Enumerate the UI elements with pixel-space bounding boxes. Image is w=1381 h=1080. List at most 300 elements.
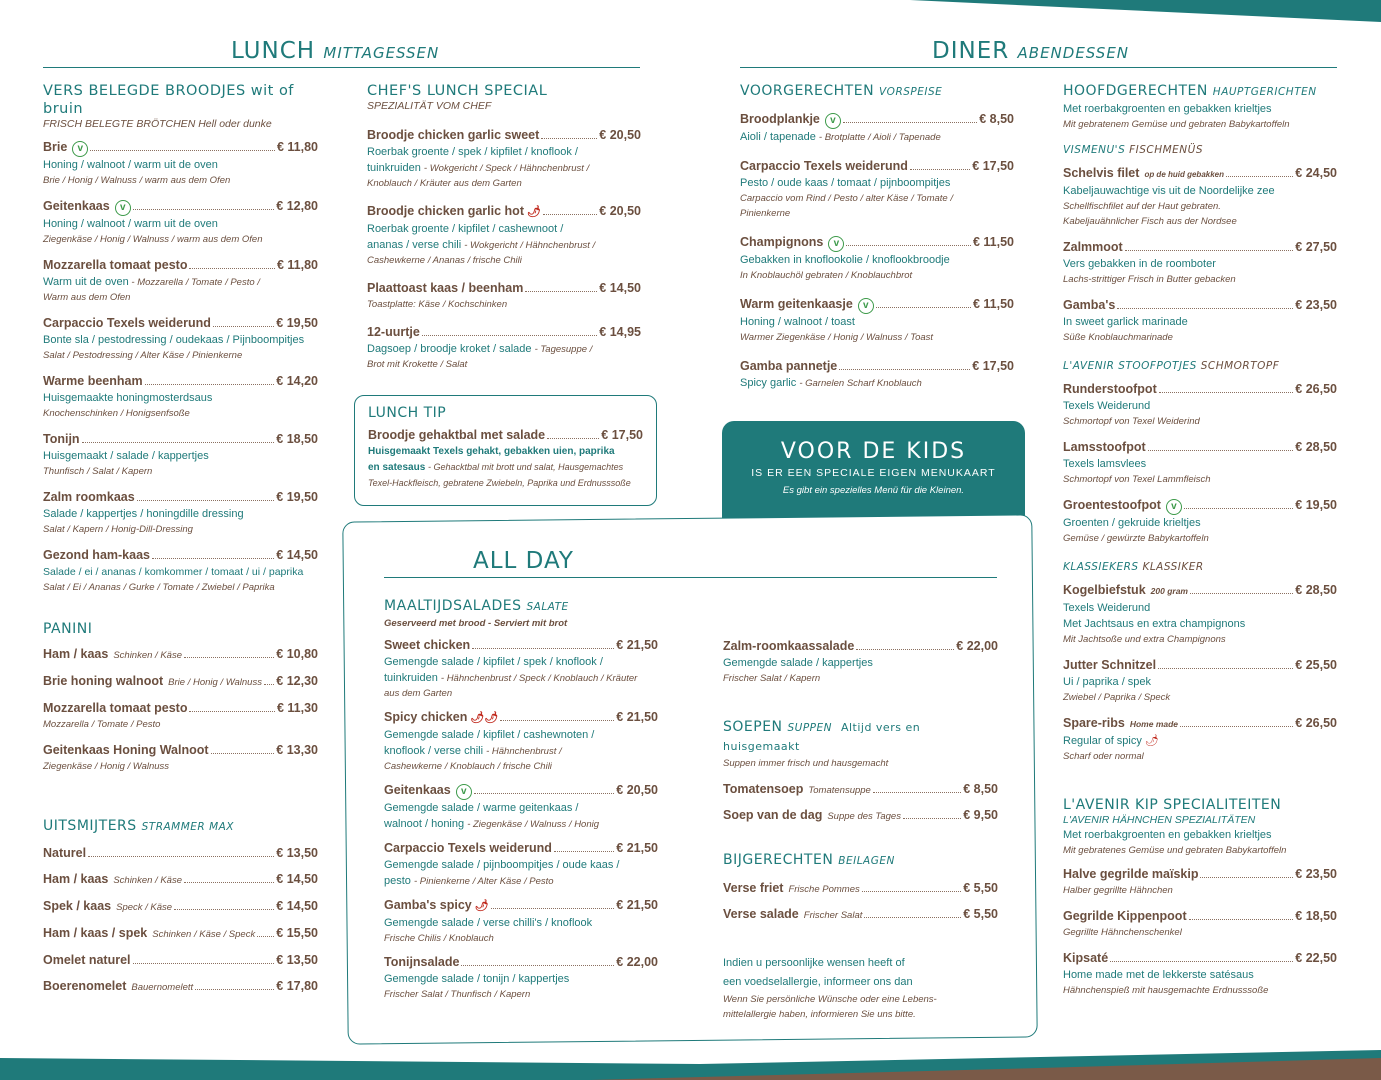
item-desc-de: - Hähnchenbrust / — [486, 746, 562, 757]
item-price: € 17,50 — [972, 159, 1014, 173]
broodjes-title: VERS BELEGDE BROODJES wit of bruin — [43, 83, 294, 117]
item-desc-de: Cashewkerne / Knoblauch / frische Chili — [384, 761, 552, 772]
menu-item — [43, 139, 318, 188]
item-price: € 8,50 — [979, 112, 1014, 126]
item-price: € 19,50 — [276, 490, 318, 504]
menu-item — [367, 203, 641, 268]
item-desc-nl: Groenten / gekruide krieltjes — [1063, 517, 1201, 529]
item-price: € 23,50 — [1295, 867, 1337, 881]
lunch-header — [43, 38, 640, 68]
vegetarian-icon: v — [456, 784, 472, 800]
item-price: € 15,50 — [276, 926, 318, 940]
menu-item — [723, 807, 998, 825]
item-desc-de: - Brotplatte / Aioli / Tapenade — [818, 132, 941, 143]
item-name: Jutter Schnitzel — [1063, 658, 1157, 672]
item-desc-de: - Mozzarella / Tomate / Pesto / — [128, 277, 260, 288]
item-desc-de: Pinienkerne — [740, 208, 791, 219]
item-desc-nl: Gemengde salade / pijnboompitjes / oude kaas / — [384, 859, 620, 871]
menu-item — [1063, 497, 1337, 546]
menu-item — [1063, 381, 1337, 429]
item-name: Broodje gehaktbal met salade — [368, 428, 546, 442]
item-name: Verse salade — [723, 907, 799, 921]
stoof-subtitle: SCHMORTOPF — [1200, 360, 1280, 372]
item-desc-de: Knoblauch / Kräuter aus dem Garten — [367, 178, 522, 189]
item-desc-nl: Met Jachtsaus en extra champignons — [1063, 618, 1246, 630]
menu-item — [43, 673, 318, 691]
allergy-note — [723, 954, 998, 1022]
item-name: Mozzarella tomaat pesto — [43, 258, 188, 272]
item-desc-nl: walnoot / honing — [384, 818, 465, 830]
item-price: € 17,80 — [276, 979, 318, 993]
item-name: Brie — [43, 140, 68, 154]
kip-subtitle: L'AVENIR HÄHNCHEN SPEZIALITÄTEN — [1063, 814, 1256, 826]
item-desc-nl: In sweet garlick marinade — [1063, 316, 1188, 328]
soepen-subtitle: SUPPEN — [787, 722, 832, 734]
item-desc-de: Schmortopf von Texel Lammfleisch — [1063, 474, 1211, 485]
item-desc-de: In Knoblauchöl gebraten / Knoblauchbrot — [740, 270, 913, 281]
item-desc-de: - Pinienkerne / Alter Käse / Pesto — [413, 876, 554, 887]
diner-header — [740, 38, 1337, 68]
menu-item — [723, 906, 998, 924]
panini-section — [43, 620, 318, 784]
menu-item — [43, 373, 318, 421]
menu-item — [43, 898, 318, 916]
item-desc-nl: en satesaus — [368, 462, 426, 473]
item-desc-nl: Warm uit de oven — [43, 276, 129, 288]
item-desc-nl: Honing / walnoot / warm uit de oven — [43, 218, 218, 230]
item-desc-de: Schmortopf von Texel Weiderind — [1063, 416, 1200, 427]
menu-item — [367, 127, 641, 191]
item-name: Spek / kaas — [43, 899, 112, 913]
salades-note-de: Serviert mit brot — [493, 618, 568, 629]
top-right-stripe — [910, 0, 1381, 22]
item-name: Zalmmoot — [1063, 240, 1123, 254]
menu-item — [1063, 657, 1337, 705]
item-name: Sweet chicken — [384, 638, 471, 652]
kids-title: VOOR DE KIDS — [780, 439, 967, 464]
item-desc-nl: pesto — [384, 875, 411, 887]
item-desc-de: Lachs-strittiger Frisch in Butter gebacken — [1063, 274, 1236, 285]
item-price: € 19,50 — [276, 316, 318, 330]
item-price: € 21,50 — [616, 638, 658, 652]
item-desc-nl: Aioli / tapenade — [740, 131, 816, 143]
menu-item — [723, 880, 998, 898]
item-desc-de: - Tagesuppe / — [534, 344, 593, 355]
item-desc-de: Brie / Honig / Walnuss — [168, 677, 262, 688]
item-desc-nl: Gemengde salade / kipfilet / cashewnoten / — [384, 729, 595, 741]
menu-item — [367, 324, 641, 372]
item-desc-de: Zwiebel / Paprika / Speck — [1063, 692, 1171, 703]
item-price: € 22,00 — [616, 955, 658, 969]
item-desc-nl: ananas / verse chili — [367, 239, 462, 251]
item-name: Geitenkaas — [43, 199, 110, 213]
vis-subtitle: FISCHMENÜS — [1129, 144, 1204, 156]
item-name: Brie honing walnoot — [43, 674, 164, 688]
all-day-header — [384, 548, 997, 578]
item-name: Warme beenham — [43, 374, 143, 388]
chefs-section — [367, 82, 641, 382]
chefs-title: CHEF'S LUNCH SPECIAL — [367, 83, 548, 99]
item-name: Warm geitenkaasje — [740, 297, 853, 311]
bijgerechten-title: BIJGERECHTEN — [723, 852, 834, 868]
menu-item — [384, 954, 658, 1002]
item-desc-nl: Huisgemaakte honingmosterdsaus — [43, 392, 213, 404]
item-name: Kipsaté — [1063, 951, 1109, 965]
item-name: Tonijnsalade — [384, 955, 460, 969]
uitsmijters-subtitle: STRAMMER MAX — [141, 821, 235, 833]
allergy-note-de: Wenn Sie persönliche Wünsche oder eine Lebens- — [723, 994, 937, 1005]
vis-title: VISMENU'S — [1063, 144, 1126, 156]
item-desc-nl: Gemengde salade / tonijn / kappertjes — [384, 973, 570, 985]
kids-subtitle: IS ER EEN SPECIALE EIGEN MENUKAART — [751, 467, 996, 479]
broodjes-subtitle: FRISCH BELEGTE BRÖTCHEN Hell oder dunke — [43, 118, 272, 130]
item-name: Mozzarella tomaat pesto — [43, 701, 188, 715]
item-name: Runderstoofpot — [1063, 382, 1157, 396]
item-desc-nl: Texels Weiderund — [1063, 400, 1151, 412]
menu-item — [740, 111, 1014, 145]
item-name: Zalm roomkaas — [43, 490, 135, 504]
menu-item — [1063, 582, 1337, 647]
item-price: € 21,50 — [616, 898, 658, 912]
vegetarian-icon: v — [828, 236, 844, 252]
lunch-tip-box — [354, 395, 657, 506]
hoofdgerechten-section — [1063, 82, 1337, 774]
hoofdgerechten-subtitle: HAUPTGERICHTEN — [1212, 86, 1317, 98]
item-desc-nl: Gemengde salade / verse chilli's / knoflook — [384, 917, 593, 929]
item-name: Soep van de dag — [723, 808, 823, 822]
item-desc-de: - Garnelen Scharf Knoblauch — [799, 378, 922, 389]
menu-item — [740, 358, 1014, 391]
item-desc-de: Schinken / Käse / Speck — [152, 929, 256, 940]
item-desc-de: - Wokgericht / Hähnchenbrust / — [464, 240, 596, 251]
hoofdgerechten-title: HOOFDGERECHTEN — [1063, 83, 1208, 99]
item-desc-de: Frischer Salat / Kapern — [723, 673, 821, 684]
item-name: Zalm-roomkaassalade — [723, 639, 855, 653]
item-name: Broodje chicken garlic sweet — [367, 128, 540, 142]
item-name: Spicy chicken — [384, 710, 468, 724]
item-desc-nl: Gemengde salade / kipfilet / spek / knoflook / — [384, 656, 603, 668]
item-name: Groentestoofpot — [1063, 498, 1161, 512]
hoofdgerechten-note-nl: Met roerbakgroenten en gebakken krieltjes — [1063, 103, 1272, 115]
item-desc-nl: Roerbak groente / spek / kipfilet / knoflook / — [367, 146, 578, 158]
item-price: € 12,30 — [276, 674, 318, 688]
kids-desc-de: Es gibt ein spezielles Menü für die Kleinen. — [782, 485, 965, 496]
chefs-subtitle: SPEZIALITÄT VOM CHEF — [367, 100, 492, 112]
item-name: Geitenkaas — [384, 783, 451, 797]
item-price: € 14,50 — [276, 872, 318, 886]
item-name: Ham / kaas / spek — [43, 926, 148, 940]
voorgerechten-section — [740, 82, 1014, 401]
salades-title: MAALTIJDSALADES — [384, 598, 522, 614]
hoofdgerechten-note-de: Mit gebratenem Gemüse und gebraten Babykartoffeln — [1063, 119, 1290, 130]
item-desc-nl: Dagsoep / broodje kroket / salade — [367, 343, 532, 355]
item-price: € 20,50 — [599, 204, 641, 218]
item-price: € 5,50 — [963, 881, 998, 895]
menu-item — [384, 840, 658, 889]
item-desc-de: Tomatensuppe — [808, 785, 871, 796]
item-price: € 21,50 — [616, 841, 658, 855]
vegetarian-icon: v — [1166, 499, 1182, 515]
item-name: Verse friet — [723, 881, 784, 895]
menu-item — [367, 280, 641, 312]
item-price: € 19,50 — [1295, 498, 1337, 512]
item-desc-nl: Huisgemaakt Texels gehakt, gebakken uien, paprika — [368, 446, 615, 457]
item-desc-de: Schinken / Käse — [113, 875, 182, 886]
item-desc-nl: Honing / walnoot / warm uit de oven — [43, 159, 218, 171]
vegetarian-icon: v — [115, 200, 131, 216]
diner-title: DINER — [932, 38, 1010, 64]
item-desc-nl: Gemengde salade / warme geitenkaas / — [384, 802, 579, 814]
menu-item — [1063, 239, 1337, 287]
item-price: € 11,50 — [972, 297, 1014, 311]
kip-note-de: Mit gebratenes Gemüse und gebraten Babykartoffeln — [1063, 845, 1287, 856]
item-desc-de: Thunfisch / Salat / Kapern — [43, 466, 153, 477]
uitsmijters-title: UITSMIJTERS — [43, 818, 137, 834]
soepen-note-de: Suppen immer frisch und hausgemacht — [723, 758, 889, 769]
stoof-title: L'AVENIR STOOFPOTJES — [1063, 360, 1197, 372]
item-desc-de: Frische Chilis / Knoblauch — [384, 933, 494, 944]
menu-item — [384, 709, 658, 774]
item-tag: Home made — [1129, 719, 1179, 729]
menu-item — [723, 638, 998, 686]
item-name: Gamba's — [1063, 298, 1116, 312]
item-desc-nl: Huisgemaakt / salade / kappertjes — [43, 450, 209, 462]
item-desc-nl: Salade / kappertjes / honingdille dressing — [43, 508, 244, 520]
klassiek-title: KLASSIEKERS — [1063, 561, 1139, 573]
chili-icon: 🌶🌶 — [470, 712, 499, 724]
item-price: € 20,50 — [599, 128, 641, 142]
menu-item — [43, 198, 318, 247]
menu-item — [43, 925, 318, 943]
item-desc-de: Speck / Käse — [116, 902, 173, 913]
item-name: Halve gegrilde maïskip — [1063, 867, 1199, 881]
soepen-note-nl: Altijd vers en huisgemaakt — [723, 721, 921, 753]
menu-item — [723, 781, 998, 799]
item-desc-nl: tuinkruiden — [384, 672, 438, 684]
menu-item — [43, 700, 318, 732]
all-day-right-column — [723, 638, 998, 1022]
item-name: Naturel — [43, 846, 87, 860]
item-name: Lamsstoofpot — [1063, 440, 1146, 454]
item-desc-de: Gegrillte Hähnchenschenkel — [1063, 927, 1182, 938]
item-desc-de: Kabeljauähnlicher Fisch aus der Nordsee — [1063, 216, 1237, 227]
item-desc-de: Knochenschinken / Honigsenfsoße — [43, 408, 190, 419]
item-tag: op de huid gebakken — [1144, 170, 1225, 179]
item-desc-de: Schellfischfilet auf der Haut gebraten. — [1063, 201, 1221, 212]
item-desc-nl: Regular of spicy — [1063, 735, 1142, 747]
item-name: Gamba's spicy — [384, 898, 472, 912]
item-desc-de: Frische Pommes — [788, 884, 860, 895]
item-price: € 14,50 — [276, 899, 318, 913]
menu-item — [1063, 297, 1337, 345]
item-desc-de: Cashewkerne / Ananas / frische Chili — [367, 255, 522, 266]
item-desc-de: Süße Knoblauchmarinade — [1063, 332, 1173, 343]
voorgerechten-title: VOORGERECHTEN — [740, 83, 875, 99]
item-price: € 28,50 — [1295, 583, 1337, 597]
item-price: € 13,50 — [276, 953, 318, 967]
menu-item — [43, 742, 318, 774]
item-name: Broodplankje — [740, 112, 820, 126]
item-price: € 10,80 — [276, 647, 318, 661]
item-price: € 9,50 — [963, 808, 998, 822]
item-price: € 8,50 — [963, 782, 998, 796]
item-name: Gezond ham-kaas — [43, 548, 150, 562]
item-desc-de: Warm aus dem Ofen — [43, 292, 131, 303]
item-name: Broodje chicken garlic hot — [367, 204, 524, 218]
item-name: Spare-ribs — [1063, 716, 1125, 730]
item-desc-de: Ziegenkäse / Honig / Walnuss — [43, 761, 170, 772]
item-desc-de: Scharf oder normal — [1063, 751, 1144, 762]
salades-section: MAALTIJDSALADES SALATE Geserveerd met brood - Serviert mit brot Sweet chicken € 21,50 Gemengde salade / kipfilet / spek / knoflook / tuinkruiden - Hähnchenbrust / Speck / Knoblauch / Kräuter aus dem Garten Spicy chicken 🌶🌶 € 21,50 Gemengde salade / kipfilet / cashewnoten / knoflook / verse chili - Hähnchenbrust / Cashewkerne / Knoblauch / frische Chili Geitenkaas v € 20,50 Gemengde salade / warme geitenkaas / walnoot / honing - Ziegenkäse / Walnuss / Honig Carpaccio Texels weiderund € 21,50 Gemengde salade / pijnboompitjes / oude kaas / pesto - Pinienkerne / Alter Käse / Pesto Gamba's spicy 🌶 € 21,50 Gemengde salade / verse chilli's / knoflook Frische Chilis / Knoblauch Tonijnsalade € 22,00 Gemengde salade / tonijn / kappertjes Frischer Salat / Thunfisch / Kapern — [384, 598, 658, 1000]
item-desc-de: Texel-Hackfleisch, gebratene Zwiebeln, Paprika und Erdnusssoße — [368, 478, 631, 488]
voorgerechten-subtitle: VORSPEISE — [879, 86, 943, 98]
item-desc-de: - Gehacktbal mit brott und salat, Hausgemachtes — [428, 462, 624, 472]
item-desc-de: Mit Jachtsoße und extra Champignons — [1063, 634, 1226, 645]
item-desc-nl: knoflook / verse chili — [384, 745, 484, 757]
kids-box — [722, 421, 1025, 519]
item-price: € 18,50 — [1295, 909, 1337, 923]
item-price: € 13,30 — [276, 743, 318, 757]
item-desc-de: Mozzarella / Tomate / Pesto — [43, 719, 161, 730]
menu-item — [43, 845, 318, 862]
item-desc-de: Schinken / Käse — [113, 650, 182, 661]
item-desc-de: Frischer Salat — [803, 910, 863, 921]
menu-item — [1063, 715, 1337, 764]
item-desc-nl: Spicy garlic — [740, 377, 797, 389]
menu-item — [1063, 439, 1337, 487]
item-desc-de: Halber gegrillte Hähnchen — [1063, 885, 1173, 896]
item-price: € 14,50 — [276, 548, 318, 562]
menu-item — [1063, 866, 1337, 898]
item-price: € 13,50 — [276, 846, 318, 860]
item-desc-de: Bauernomelett — [131, 982, 194, 993]
item-price: € 17,50 — [972, 359, 1014, 373]
item-price: € 26,50 — [1295, 382, 1337, 396]
item-price: € 18,50 — [276, 432, 318, 446]
menu-item — [384, 637, 658, 701]
item-desc-de: - Wokgericht / Speck / Hähnchenbrust / — [423, 163, 590, 174]
item-desc-de: - Ziegenkäse / Walnuss / Honig — [467, 819, 600, 830]
bijgerechten-section — [723, 851, 998, 924]
all-day-title: ALL DAY — [473, 548, 574, 574]
item-name: Geitenkaas Honing Walnoot — [43, 743, 209, 757]
menu-item — [1063, 950, 1337, 998]
item-name: 12-uurtje — [367, 325, 420, 339]
vegetarian-icon: v — [72, 141, 88, 157]
item-desc-nl: Gemengde salade / kappertjes — [723, 657, 873, 669]
menu-item — [43, 952, 318, 969]
item-desc-nl: Home made met de lekkerste satésaus — [1063, 969, 1254, 981]
lunch-tip-title: LUNCH TIP — [368, 405, 447, 421]
item-desc-nl: Gebakken in knoflookolie / knoflookbroodje — [740, 254, 950, 266]
uitsmijters-section — [43, 817, 318, 1006]
menu-item — [384, 897, 658, 946]
menu-item — [1063, 908, 1337, 940]
menu-item — [43, 871, 318, 889]
item-price: € 22,50 — [1295, 951, 1337, 965]
item-price: € 24,50 — [1295, 166, 1337, 180]
item-desc-de: Brot mit Krokette / Salat — [367, 359, 468, 370]
item-price: € 11,30 — [276, 701, 318, 715]
item-price: € 12,80 — [276, 199, 318, 213]
soepen-title: SOEPEN — [723, 719, 783, 735]
item-desc-nl: Pesto / oude kaas / tomaat / pijnboompitjes — [740, 177, 951, 189]
item-price: € 14,95 — [599, 325, 641, 339]
item-desc-nl: Vers gebakken in de roomboter — [1063, 258, 1216, 270]
item-name: Tonijn — [43, 432, 80, 446]
item-desc-nl: Ui / paprika / spek — [1063, 676, 1152, 688]
bijgerechten-subtitle: BEILAGEN — [838, 855, 895, 867]
kip-note-nl: Met roerbakgroenten en gebakken krieltjes — [1063, 829, 1272, 841]
item-name: Ham / kaas — [43, 647, 109, 661]
item-desc-de: Suppe des Tages — [827, 811, 901, 822]
item-price: € 21,50 — [616, 710, 658, 724]
menu-item — [43, 257, 318, 305]
item-desc-nl: tuinkruiden — [367, 162, 421, 174]
item-desc-de: Gemüse / gewürzte Babykartoffeln — [1063, 533, 1209, 544]
soepen-section — [723, 718, 998, 825]
item-desc-de: Hähnchenspieß mit hausgemachte Erdnusssoße — [1063, 985, 1269, 996]
item-name: Tomatensoep — [723, 782, 804, 796]
item-price: € 11,80 — [276, 258, 318, 272]
item-name: Plaattoast kaas / beenham — [367, 281, 524, 295]
menu-item — [1063, 165, 1337, 229]
item-desc-de: - Hähnchenbrust / Speck / Knoblauch / Kräuter — [440, 673, 638, 684]
vegetarian-icon: v — [825, 113, 841, 129]
item-desc-de: Salat / Kapern / Honig-Dill-Dressing — [43, 524, 193, 535]
item-desc-nl: Texels lamsvlees — [1063, 458, 1147, 470]
allergy-note-de: mittelallergie haben, informieren Sie uns bitte. — [723, 1009, 916, 1020]
item-price: € 28,50 — [1295, 440, 1337, 454]
item-desc-de: Warmer Ziegenkäse / Honig / Walnuss / Toast — [740, 332, 934, 343]
item-desc-de: aus dem Garten — [384, 688, 453, 699]
menu-item — [740, 296, 1014, 345]
chili-icon: 🌶 — [526, 206, 541, 218]
item-price: € 25,50 — [1295, 658, 1337, 672]
item-desc-nl: Kabeljauwachtige vis uit de Noordelijke zee — [1063, 185, 1275, 197]
item-name: Carpaccio Texels weiderund — [384, 841, 552, 855]
chili-icon: 🌶 — [1144, 735, 1159, 747]
menu-item — [740, 158, 1014, 221]
item-price: € 11,80 — [276, 140, 318, 154]
item-desc-nl: Roerbak groente / kipfilet / cashewnoot / — [367, 223, 564, 235]
item-desc-de: Ziegenkäse / Honig / Walnuss / warm aus dem Ofen — [43, 234, 263, 245]
item-price: € 11,50 — [972, 235, 1014, 249]
item-desc-de: Brie / Honig / Walnuss / warm aus dem Ofen — [43, 175, 231, 186]
item-price: € 26,50 — [1295, 716, 1337, 730]
item-desc-de: Toastplatte: Käse / Kochschinken — [367, 299, 508, 310]
diner-subtitle: ABENDESSEN — [1017, 44, 1130, 62]
item-price: € 27,50 — [1295, 240, 1337, 254]
item-name: Champignons — [740, 235, 824, 249]
klassiek-subtitle: KLASSIKER — [1142, 561, 1204, 573]
item-price: € 14,50 — [599, 281, 641, 295]
item-desc-nl: Bonte sla / pestodressing / oudekaas / Pijnboompitjes — [43, 334, 305, 346]
item-desc-de: Frischer Salat / Thunfisch / Kapern — [384, 989, 531, 1000]
lunch-title: LUNCH — [231, 38, 316, 64]
chili-icon: 🌶 — [474, 900, 489, 912]
item-name: Ham / kaas — [43, 872, 109, 886]
item-name: Omelet naturel — [43, 953, 131, 967]
item-price: € 14,20 — [276, 374, 318, 388]
item-tag: 200 gram — [1150, 586, 1188, 596]
item-desc-de: Salat / Ei / Ananas / Gurke / Tomate / Zwiebel / Paprika — [43, 582, 275, 593]
item-price: € 5,50 — [963, 907, 998, 921]
item-desc-nl: Texels Weiderund — [1063, 602, 1151, 614]
menu-item — [740, 234, 1014, 283]
vegetarian-icon: v — [858, 298, 874, 314]
menu-item — [43, 431, 318, 479]
